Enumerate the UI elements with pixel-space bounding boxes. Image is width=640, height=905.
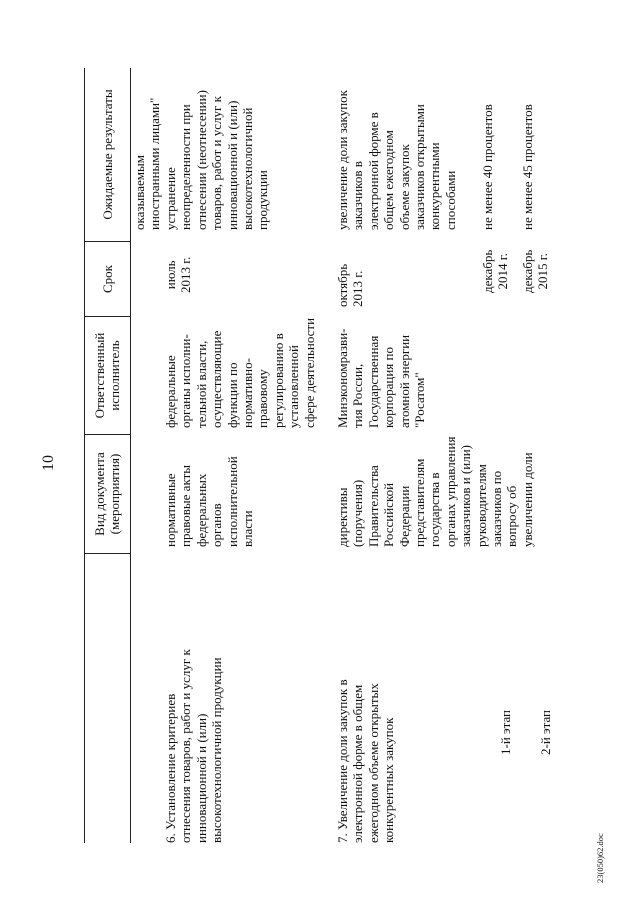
stage1-results: не менее 40 процентов: [480, 104, 495, 230]
header-bottom-rule: [130, 68, 131, 843]
header-measure: [86, 554, 128, 843]
header-deadline: Срок: [99, 265, 115, 293]
row7-deadline: октябрь 2013 г.: [335, 263, 366, 307]
row6-results: устранение неопределенности при отнесении (неотнесении) товаров, работ и услуг к инновационной и (или) высокотехнологичной продукции: [163, 90, 271, 230]
row6-doc-type: нормативные правовые акты федеральных органов исполнительной власти: [163, 456, 256, 547]
row7-executor: Минэкономразви- тия России, Государственная корпорация по атомной энергии "Росатом": [335, 328, 428, 428]
stage2-results: не менее 45 процентов: [520, 104, 535, 230]
row6-measure: 6. Установление критериев отнесения товаров, работ и услуг к инновационной и (или) высокотехнологичной продукции: [163, 649, 225, 843]
row6-executor: федеральные органы исполни- тельной власти, осуществляющие функции по нормативно- правовому регулированию в установленной сфере деятельности: [163, 317, 317, 428]
header-top-rule: [84, 68, 85, 843]
stage1-deadline: декабрь 2014 г.: [480, 249, 511, 293]
stage2-label: 2-й этап: [538, 709, 553, 755]
page-number: 10: [40, 455, 57, 471]
results-continuation: оказываемым иностранными лицами": [132, 97, 163, 230]
stage1-label: 1-й этап: [498, 709, 513, 755]
header-results: Ожидаемые результаты: [99, 89, 115, 220]
header-doc-type: Вид документа (мероприятия): [92, 452, 122, 536]
row7-measure: 7. Увеличение доли закупок в электронной форме в общем ежегодном объеме открытых конкурентных закупок: [335, 679, 397, 843]
file-code: 23(050)62.doc: [595, 833, 605, 883]
row7-results: увеличение доли закупок заказчиков в электронной форме в общем ежегодном объеме закупок заказчиков открытыми конкурентными способами: [335, 90, 458, 230]
row7-doc-type: директивы (поручения) Правительства Российской Федерации представителям государства в органах управления заказчиков и (или) руководителям заказчиков по вопросу об увеличении доли: [335, 436, 535, 547]
row6-deadline: июль 2013 г.: [163, 256, 194, 293]
header-executor: Ответственный исполнитель: [92, 332, 122, 419]
stage2-deadline: декабрь 2015 г.: [520, 249, 551, 293]
